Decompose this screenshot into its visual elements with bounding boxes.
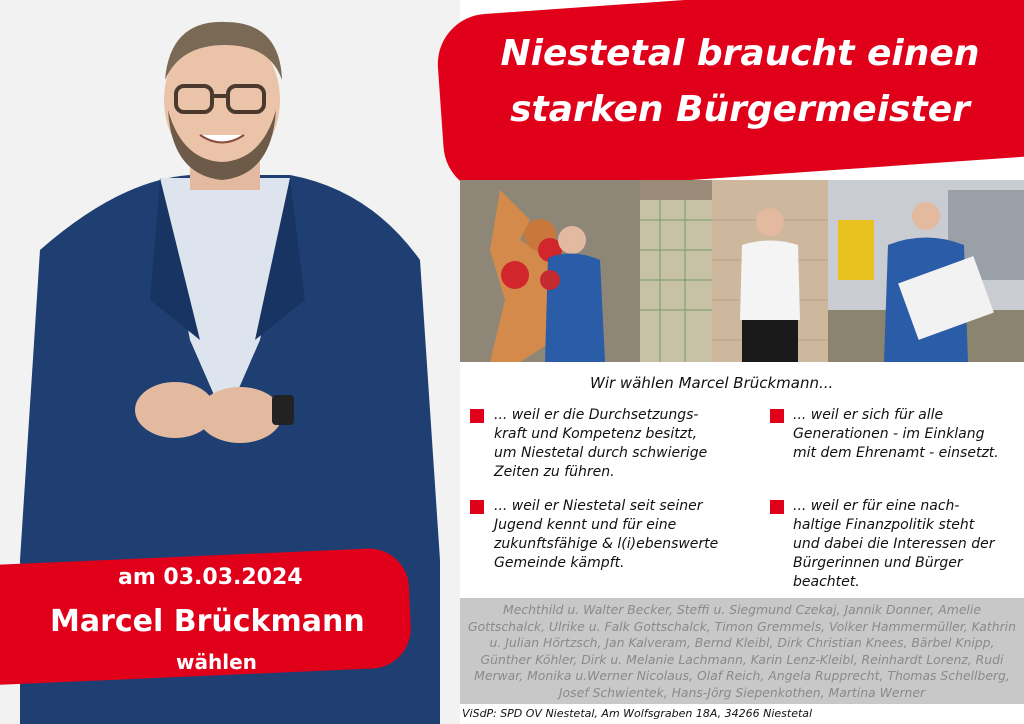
bullet-3: [470, 500, 484, 514]
photo-graffiti: [460, 180, 712, 362]
reason-2: ... weil er sich für alle Generationen - im Einklang mit dem Ehrenamt - einsetzt.: [793, 407, 999, 461]
imprint: ViSdP: SPD OV Niestetal, Am Wolfsgraben 18A, 34266 Niestetal: [462, 707, 813, 720]
photo-strip: [460, 180, 1024, 362]
headline-line-1: Niestetal braucht einen: [500, 33, 980, 74]
bullet-4: [770, 500, 784, 514]
candidate-name: Marcel Brückmann: [50, 604, 365, 639]
reason-1: ... weil er die Durchsetzungs- kraft und Kompetenz besitzt, um Niestetal durch schwierige Zeiten zu führen.: [494, 407, 708, 480]
photo-construction: [828, 180, 1024, 362]
headline-line-2: starken Bürgermeister: [510, 89, 970, 130]
bullet-1: [470, 409, 484, 423]
supporters-list: Mechthild u. Walter Becker, Steffi u. Siegmund Czekaj, Jannik Donner, Amelie Gottschalck, Ulrike u. Falk Gottschalck, Timon Gremmels, Volker Hammermüller, Kathrin u. Julian Hörtzsch, Jan Kalveram, Bernd Kleibl, Dirk Christian Knees, Bärbel Knipp, Günther Köhler, Dirk u. Melanie Lachmann, Karin Lenz-Kleibl, Reinhardt Lorenz, Rudi Merwar, Monika u.Werner Nicolaus, Olaf Reich, Angela Rupprecht, Thomas Schellberg, Josef Schwientek, Hans-Jörg Siepenkothen, Martina Werner: [468, 602, 1016, 700]
election-date: am 03.03.2024: [118, 565, 303, 590]
bullet-2: [770, 409, 784, 423]
intro-text: Wir wählen Marcel Brückmann...: [590, 374, 834, 392]
photo-portrait: [712, 180, 828, 362]
vote-call: wählen: [176, 650, 257, 674]
reason-4: ... weil er für eine nach- haltige Finanzpolitik steht und dabei die Interessen der Bürgerinnen und Bürger beachtet.: [793, 498, 995, 590]
reason-3: ... weil er Niestetal seit seiner Jugend kennt und für eine zukunftsfähige & l(i)ebenswerte Gemeinde kämpft.: [494, 498, 719, 571]
headline: [480, 26, 1000, 138]
